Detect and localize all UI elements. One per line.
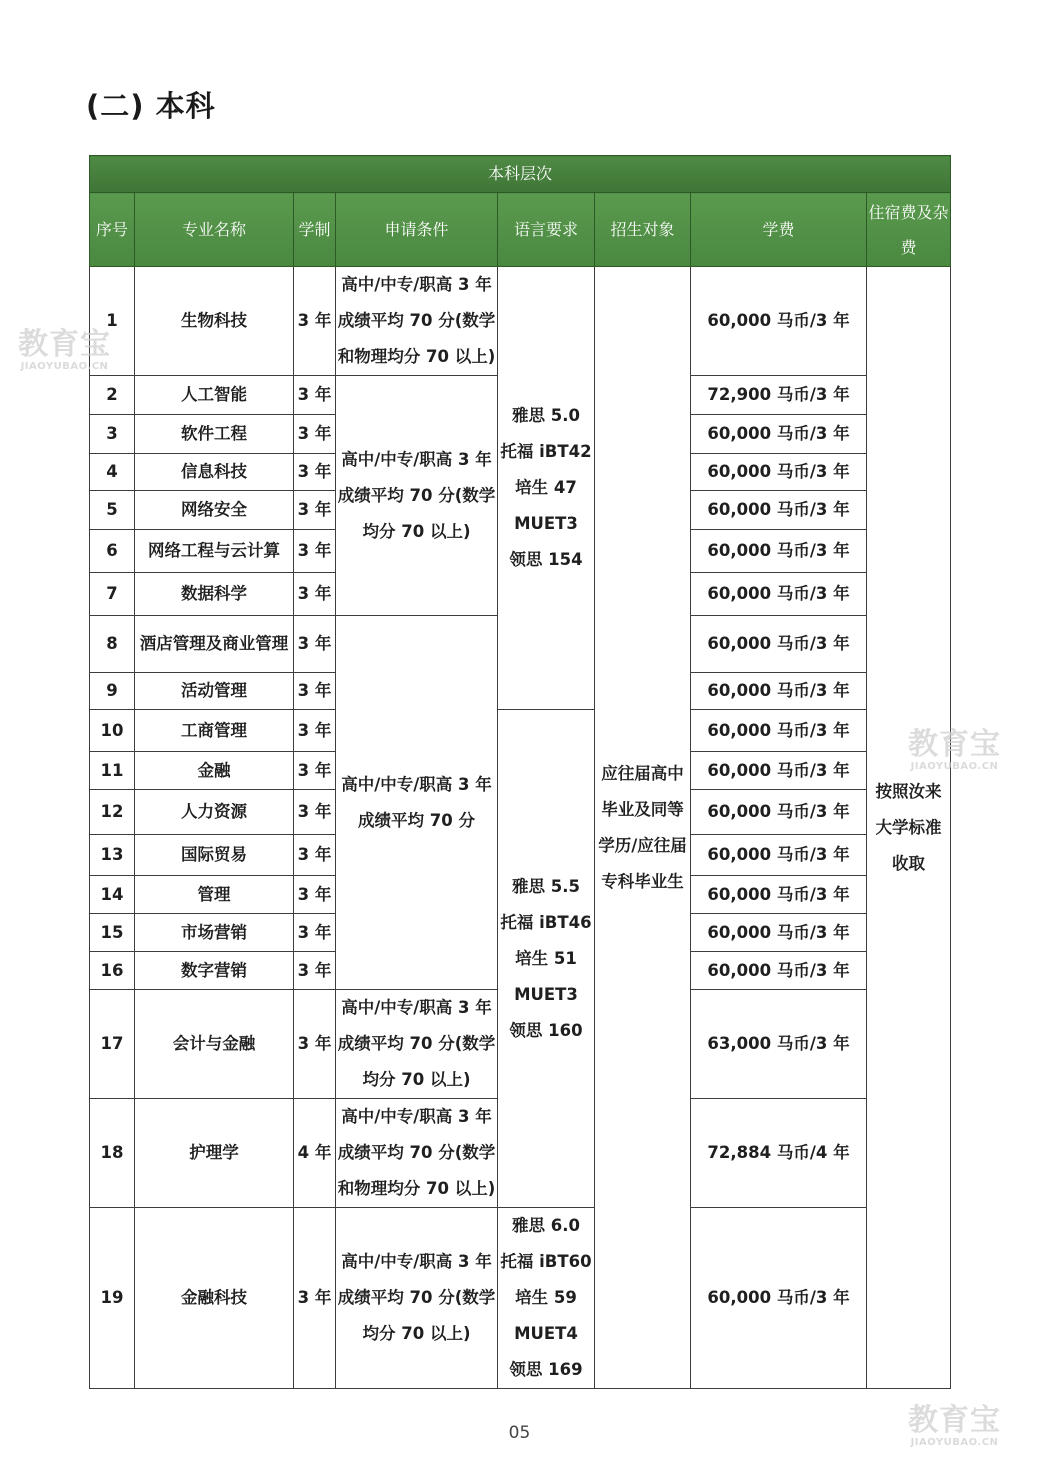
row-number: 9: [90, 673, 135, 710]
duration: 3 年: [294, 673, 336, 710]
major-name: 信息科技: [135, 454, 294, 491]
major-name: 会计与金融: [135, 990, 294, 1099]
row-number: 3: [90, 415, 135, 454]
header-tuition: 学费: [691, 193, 867, 267]
major-name: 金融科技: [135, 1208, 294, 1389]
tuition: 60,000 马币/3 年: [691, 790, 867, 835]
duration: 3 年: [294, 454, 336, 491]
tuition: 60,000 马币/3 年: [691, 267, 867, 376]
language-cell: 雅思 5.0 托福 iBT42 培生 47 MUET3 领思 154: [498, 267, 595, 710]
table-top-header: 本科层次: [90, 156, 951, 193]
major-name: 人力资源: [135, 790, 294, 835]
row-number: 13: [90, 835, 135, 876]
duration: 3 年: [294, 415, 336, 454]
conditions-cell: 高中/中专/职高 3 年 成绩平均 70 分: [336, 616, 498, 990]
duration: 3 年: [294, 616, 336, 673]
major-name: 数据科学: [135, 573, 294, 616]
row-number: 2: [90, 376, 135, 415]
duration: 3 年: [294, 530, 336, 573]
tuition: 60,000 马币/3 年: [691, 914, 867, 952]
row-number: 14: [90, 876, 135, 914]
duration: 3 年: [294, 752, 336, 790]
row-number: 7: [90, 573, 135, 616]
language-cell: 雅思 6.0 托福 iBT60 培生 59 MUET4 领思 169: [498, 1208, 595, 1389]
major-name: 人工智能: [135, 376, 294, 415]
row-number: 17: [90, 990, 135, 1099]
watermark-logo: 教育宝 JIAOYUBAO.CN: [18, 327, 111, 372]
major-name: 国际贸易: [135, 835, 294, 876]
header-duration: 学制: [294, 193, 336, 267]
row-number: 12: [90, 790, 135, 835]
row-number: 4: [90, 454, 135, 491]
language-cell: 雅思 5.5 托福 iBT46 培生 51 MUET3 领思 160: [498, 710, 595, 1208]
tuition: 60,000 马币/3 年: [691, 616, 867, 673]
header-conditions: 申请条件: [336, 193, 498, 267]
conditions-cell: 高中/中专/职高 3 年 成绩平均 70 分(数学 均分 70 以上): [336, 1208, 498, 1389]
row-number: 6: [90, 530, 135, 573]
fees-cell: 按照汝来 大学标准 收取: [867, 267, 951, 1389]
major-name: 市场营销: [135, 914, 294, 952]
major-name: 网络安全: [135, 491, 294, 530]
duration: 3 年: [294, 914, 336, 952]
watermark-logo: 教育宝 JIAOYUBAO.CN: [908, 1403, 1001, 1448]
tuition: 60,000 马币/3 年: [691, 415, 867, 454]
header-language: 语言要求: [498, 193, 595, 267]
watermark-logo: 教育宝 JIAOYUBAO.CN: [908, 727, 1001, 772]
tuition: 60,000 马币/3 年: [691, 454, 867, 491]
major-name: 生物科技: [135, 267, 294, 376]
target-cell: 应往届高中 毕业及同等 学历/应往届 专科毕业生: [595, 267, 691, 1389]
duration: 3 年: [294, 952, 336, 990]
page-title: (二) 本科: [86, 89, 216, 123]
duration: 3 年: [294, 376, 336, 415]
row-number: 19: [90, 1208, 135, 1389]
row-number: 18: [90, 1099, 135, 1208]
tuition: 60,000 马币/3 年: [691, 491, 867, 530]
conditions-cell: 高中/中专/职高 3 年 成绩平均 70 分(数学 和物理均分 70 以上): [336, 267, 498, 376]
duration: 3 年: [294, 491, 336, 530]
tuition: 60,000 马币/3 年: [691, 752, 867, 790]
duration: 3 年: [294, 1208, 336, 1389]
header-no: 序号: [90, 193, 135, 267]
table-row: [90, 267, 951, 376]
major-name: 金融: [135, 752, 294, 790]
row-number: 5: [90, 491, 135, 530]
row-number: 1: [90, 267, 135, 376]
page-number: 05: [508, 1423, 531, 1443]
tuition: 60,000 马币/3 年: [691, 530, 867, 573]
conditions-cell: 高中/中专/职高 3 年 成绩平均 70 分(数学 均分 70 以上): [336, 990, 498, 1099]
tuition: 60,000 马币/3 年: [691, 710, 867, 752]
tuition: 60,000 马币/3 年: [691, 673, 867, 710]
major-name: 管理: [135, 876, 294, 914]
table-row: [90, 710, 951, 752]
row-number: 16: [90, 952, 135, 990]
undergraduate-table: [89, 155, 951, 1389]
tuition: 72,900 马币/3 年: [691, 376, 867, 415]
tuition: 60,000 马币/3 年: [691, 573, 867, 616]
duration: 3 年: [294, 573, 336, 616]
conditions-cell: 高中/中专/职高 3 年 成绩平均 70 分(数学 均分 70 以上): [336, 376, 498, 616]
tuition: 72,884 马币/4 年: [691, 1099, 867, 1208]
duration: 3 年: [294, 835, 336, 876]
major-name: 网络工程与云计算: [135, 530, 294, 573]
tuition: 60,000 马币/3 年: [691, 952, 867, 990]
tuition: 60,000 马币/3 年: [691, 1208, 867, 1389]
duration: 4 年: [294, 1099, 336, 1208]
row-number: 10: [90, 710, 135, 752]
row-number: 8: [90, 616, 135, 673]
major-name: 软件工程: [135, 415, 294, 454]
table-row: [90, 1208, 951, 1389]
duration: 3 年: [294, 990, 336, 1099]
duration: 3 年: [294, 876, 336, 914]
major-name: 工商管理: [135, 710, 294, 752]
duration: 3 年: [294, 710, 336, 752]
row-number: 15: [90, 914, 135, 952]
major-name: 护理学: [135, 1099, 294, 1208]
major-name: 数字营销: [135, 952, 294, 990]
duration: 3 年: [294, 790, 336, 835]
major-name: 活动管理: [135, 673, 294, 710]
row-number: 11: [90, 752, 135, 790]
tuition: 60,000 马币/3 年: [691, 835, 867, 876]
major-name: 酒店管理及商业管理: [135, 616, 294, 673]
tuition: 60,000 马币/3 年: [691, 876, 867, 914]
tuition: 63,000 马币/3 年: [691, 990, 867, 1099]
header-major: 专业名称: [135, 193, 294, 267]
header-target: 招生对象: [595, 193, 691, 267]
header-fees: 住宿费及杂费: [867, 193, 951, 267]
duration: 3 年: [294, 267, 336, 376]
conditions-cell: 高中/中专/职高 3 年 成绩平均 70 分(数学 和物理均分 70 以上): [336, 1099, 498, 1208]
